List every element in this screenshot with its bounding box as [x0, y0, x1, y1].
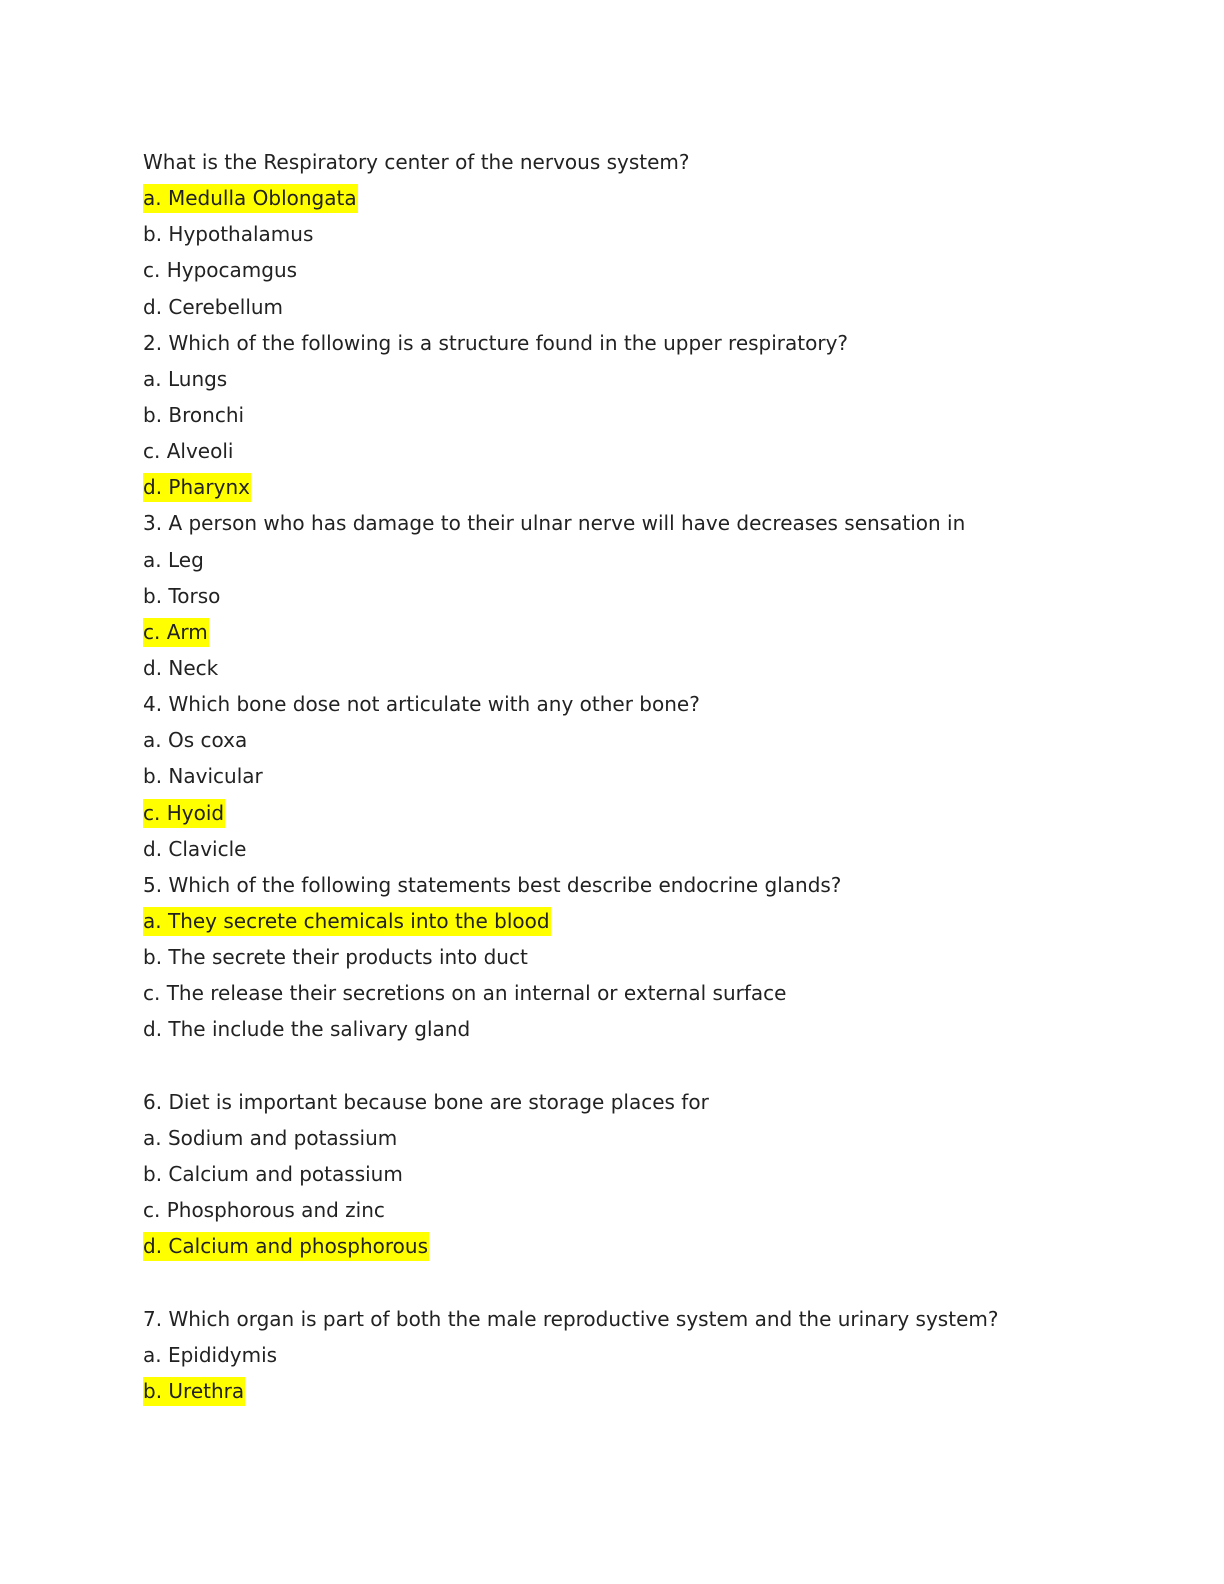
blank-line [143, 1048, 1103, 1084]
question-text: 2. Which of the following is a structure found in the upper respiratory? [143, 330, 849, 355]
answer-option [143, 180, 1103, 216]
question-text: What is the Respiratory center of the nervous system? [143, 150, 690, 174]
question-text: 4. Which bone dose not articulate with any other bone? [143, 692, 700, 717]
answer-option: a. Os coxa [143, 728, 248, 753]
answer-option: b. Calcium and potassium [143, 1161, 403, 1186]
answer-option: d. The include the salivary gland [143, 1017, 471, 1042]
question-text: 3. A person who has damage to their ulnar nerve will have decreases sensation in [143, 511, 966, 536]
answer-option: d. Clavicle [143, 836, 247, 861]
answer-option: a. Leg [143, 547, 204, 572]
correct-answer-highlight: c. Arm [143, 618, 209, 647]
answer-option [143, 614, 1103, 650]
answer-option: b. Bronchi [143, 402, 245, 427]
answer-option: a. Epididymis [143, 1342, 278, 1367]
answer-option: b. Hypothalamus [143, 222, 314, 247]
quiz-content [143, 144, 1103, 1409]
answer-option [143, 903, 1103, 939]
answer-option: c. Hypocamgus [143, 258, 298, 283]
answer-option [143, 469, 1103, 505]
question-text: 7. Which organ is part of both the male reproductive system and the urinary system? [143, 1306, 999, 1331]
answer-option [143, 1228, 1103, 1264]
answer-option: a. Sodium and potassium [143, 1125, 398, 1150]
answer-option [143, 795, 1103, 831]
answer-option: c. Alveoli [143, 439, 234, 464]
answer-option: a. Lungs [143, 366, 228, 391]
answer-option: c. Phosphorous and zinc [143, 1198, 385, 1223]
answer-option: b. Torso [143, 583, 221, 608]
answer-option: d. Cerebellum [143, 294, 284, 319]
answer-option: c. The release their secretions on an internal or external surface [143, 981, 787, 1006]
answer-option [143, 1373, 1103, 1409]
answer-option: b. Navicular [143, 764, 263, 789]
question-text: 6. Diet is important because bone are storage places for [143, 1089, 709, 1114]
answer-option: b. The secrete their products into duct [143, 945, 528, 970]
correct-answer-highlight: d. Calcium and phosphorous [143, 1232, 429, 1261]
correct-answer-highlight: a. Medulla Oblongata [143, 184, 358, 213]
blank-line [143, 1264, 1103, 1300]
answer-option: d. Neck [143, 655, 219, 680]
correct-answer-highlight: c. Hyoid [143, 799, 225, 828]
correct-answer-highlight: a. They secrete chemicals into the blood [143, 907, 551, 936]
correct-answer-highlight: d. Pharynx [143, 473, 251, 502]
correct-answer-highlight: b. Urethra [143, 1377, 245, 1406]
question-text: 5. Which of the following statements best describe endocrine glands? [143, 872, 842, 897]
